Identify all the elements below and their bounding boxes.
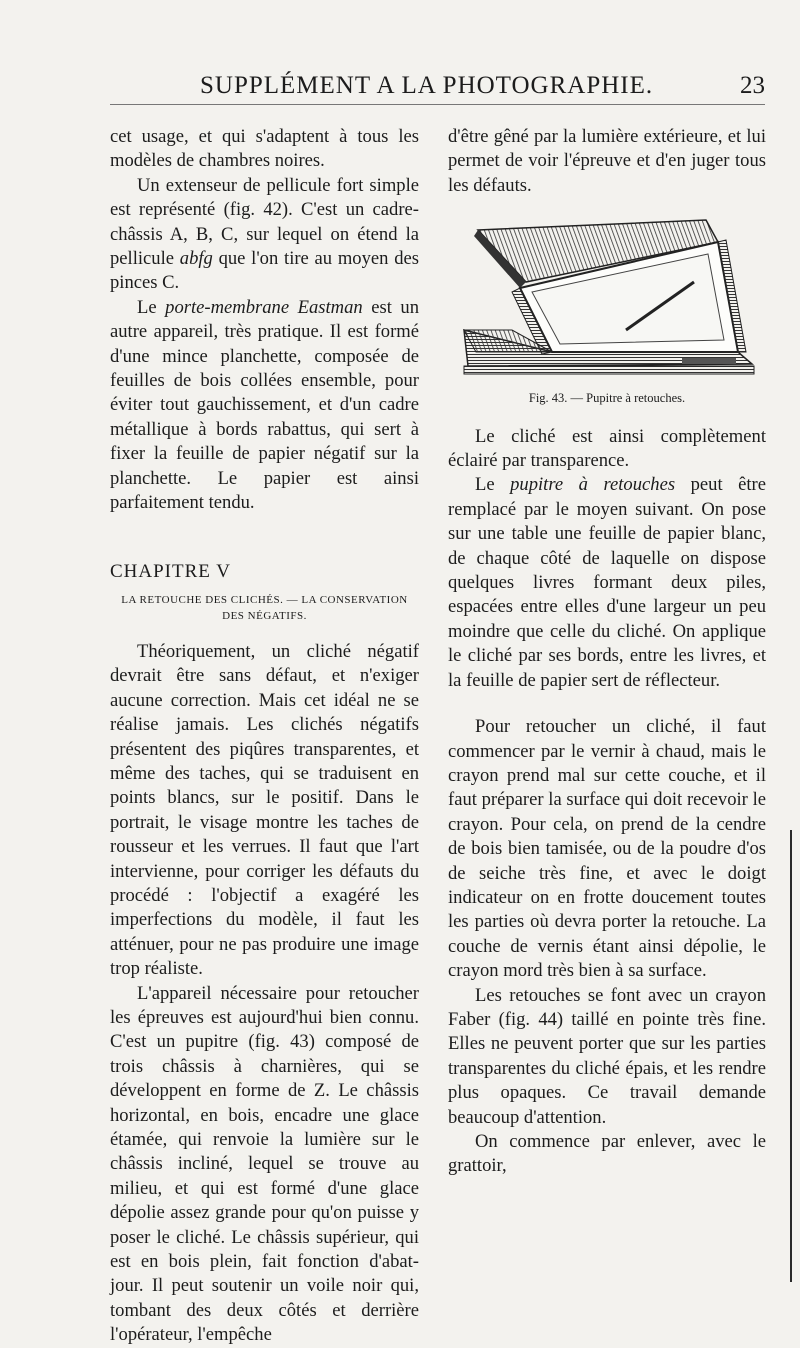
running-title: SUPPLÉMENT A LA PHOTOGRAPHIE.: [200, 72, 654, 99]
text: Le: [137, 296, 166, 318]
figure-caption: Fig. 43. — Pupitre à retouches.: [528, 391, 686, 406]
text: Le: [475, 474, 511, 496]
page-number: 23: [740, 72, 765, 99]
paragraph: [110, 174, 419, 296]
text: peut être remplacé par le moyen suivant. On pose sur une table une feuille de papier blanc, de chaque côté de laquelle on dispose quelques livres formant deux piles, espacées entre elles d'une largeur un peu moindre que celle du cliché. On applique le cliché par ses bords, entre les livres, et la feuille de papier sert de réflecteur.: [448, 474, 766, 691]
page-edge-shadow: [790, 830, 792, 1282]
text: que l'on tire au moyen des pinces C.: [110, 248, 419, 294]
paragraph: Pour retoucher un cliché, il faut commencer par le vernir à chaud, mais le crayon prend mal sur cette couche, et il faut préparer la surface qui doit recevoir le crayon. Pour cela, on prend de la cendre de bois bien tamisée, ou de la poudre d'os de seiche très fine, et avec le doigt indicateur on en frotte doucement toutes les parties où devra porter la retouche. La couche de vernis étant ainsi dépolie, le crayon mord très bien à sa surface.: [448, 716, 766, 982]
text-italic: porte-membrane Eastman: [165, 296, 363, 318]
page-header: [110, 62, 765, 105]
text: est un autre appareil, très pratique. Il est formé d'une mince planchette, composée de feuilles de bois collées ensemble, pour éviter tout gauchissement, et d'un cadre métallique à bords rabattus, qui sert à fixer la feuille de papier négatif sur la planchette. Le papier est ainsi parfaitement tendu.: [110, 296, 420, 514]
text-italic: pupitre à retouches: [510, 474, 676, 496]
paragraph: L'appareil nécessaire pour retoucher les épreuves est aujourd'hui bien connu. C'est un pupitre (fig. 43) composé de trois châssis à charnières, qui se développent en forme de Z. Le châssis horizontal, en bois, encadre une glace étamée, qui renvoie la lumière sur le châssis incliné, lequel se trouve au milieu, et qui est formé d'une glace dépolie assez grande pour qu'on puisse y poser le cliché. Le châssis supérieur, qui est en bois plein, fait fonction d'abat-jour. Il peut soutenir un voile noir qui, tombant des deux côtés et derrière l'opérateur, l'empêche: [110, 982, 419, 1346]
paragraph: [448, 473, 766, 693]
chapter-title: CHAPITRE V: [110, 560, 232, 582]
left-column: [110, 125, 419, 1348]
paragraph: [110, 296, 419, 516]
chapter-subtitle: LA RETOUCHE DES CLICHÉS. — LA CONSERVATION DES NÉGATIFS.: [121, 593, 408, 622]
paragraph: Le cliché est ainsi complètement éclairé par transparence.: [448, 425, 766, 472]
paragraph: Les retouches se font avec un crayon Faber (fig. 44) taillé en pointe très fine. Elles ne peuvent porter que sur les parties transparentes du cliché épais, et les rendre plus opaques. Ce travail demande beaucoup d'attention.: [448, 984, 766, 1128]
paragraph: d'être gêné par la lumière extérieure, et lui permet de voir l'épreuve et d'en juger tous les défauts.: [448, 126, 766, 196]
paragraph: Théoriquement, un cliché négatif devrait être sans défaut, et n'exiger aucune correction. Mais cet idéal ne se réalise jamais. Les clichés négatifs présentent des piqûres transparentes, et même des taches, qui se traduisent en points blancs, sur le positif. Dans le portrait, le visage montre les taches de rousseur et les verrues. Il faut que l'art intervienne, pour corriger les défauts du procédé : l'objectif a exagéré les imperfections du modèle, il faut les atténuer, pour ne pas produire une image trop réaliste.: [110, 640, 419, 980]
figure-retouch-desk: [456, 212, 756, 382]
text-italic: abfg: [179, 248, 213, 270]
text: Un extenseur de pellicule fort simple est représenté (fig. 42). C'est un cadre-châssis A, B, C, sur lequel on étend la pellicule: [110, 174, 419, 270]
paragraph: cet usage, et qui s'adaptent à tous les modèles de chambres noires.: [110, 126, 419, 172]
paragraph: On commence par enlever, avec le grattoir,: [448, 1131, 766, 1177]
right-column: [448, 125, 766, 1179]
retouch-desk-illustration: [456, 212, 756, 382]
